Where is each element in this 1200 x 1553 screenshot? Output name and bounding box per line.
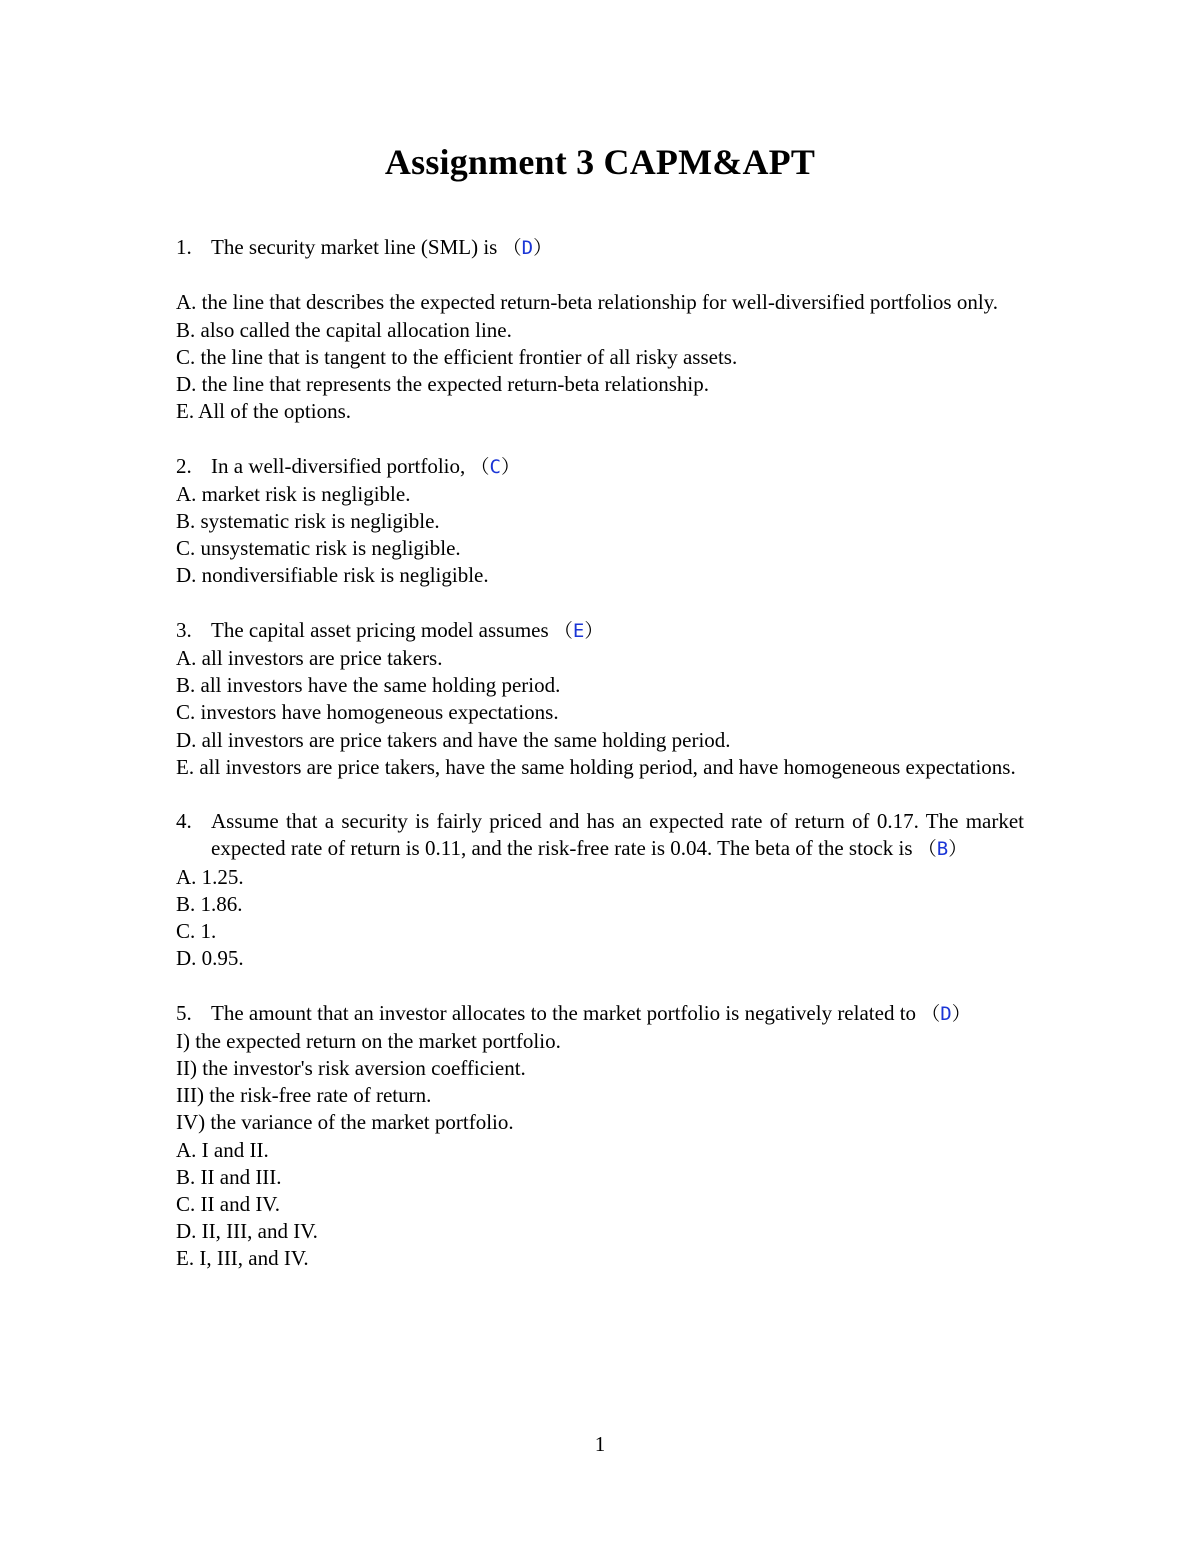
question-text: In a well-diversified portfolio, （C） <box>211 453 520 478</box>
paren-open: （ <box>553 619 573 642</box>
question-5 <box>176 1000 1024 1273</box>
paren-open: （ <box>470 455 490 478</box>
statement-line: III) the risk-free rate of return. <box>176 1083 432 1108</box>
question-stem <box>176 808 1024 863</box>
option-line: E. I, III, and IV. <box>176 1246 309 1271</box>
question-1 <box>176 234 1024 425</box>
question-4 <box>176 808 1024 972</box>
option-line: D. all investors are price takers and have the same holding period. <box>176 727 731 752</box>
option-line: D. II, III, and IV. <box>176 1219 318 1244</box>
paren-close: ） <box>948 838 968 861</box>
paren-close: ） <box>584 619 604 642</box>
question-stem <box>176 234 1024 262</box>
question-number: 5. <box>176 1000 192 1025</box>
option-line: A. 1.25. <box>176 864 244 889</box>
question-stem <box>176 617 1024 645</box>
option-line: C. unsystematic risk is negligible. <box>176 536 461 561</box>
answer-letter: E <box>572 619 585 642</box>
question-number: 3. <box>176 617 192 642</box>
answer-letter: B <box>936 838 949 861</box>
option-line: B. all investors have the same holding period. <box>176 673 561 698</box>
option-line: E. all investors are price takers, have the same holding period, and have homogeneous expectations. <box>176 754 1016 779</box>
statement-line: II) the investor's risk aversion coefficient. <box>176 1056 526 1081</box>
statement-line: IV) the variance of the market portfolio. <box>176 1110 514 1135</box>
question-text: Assume that a security is fairly priced and has an expected rate of return of 0.17. The market expected rate of return is 0.11, and the risk-free rate is 0.04. The beta of the stock is （B） <box>211 809 1024 861</box>
question-number: 1. <box>176 235 192 259</box>
option-line: C. investors have homogeneous expectations. <box>176 700 559 725</box>
question-stem <box>176 453 1024 481</box>
question-stem <box>176 1000 1024 1028</box>
statement-line: I) the expected return on the market portfolio. <box>176 1028 561 1053</box>
answer-letter: D <box>940 1002 952 1025</box>
question-2 <box>176 453 1024 590</box>
option-line: B. 1.86. <box>176 891 243 916</box>
option-line: A. I and II. <box>176 1137 269 1162</box>
option-line: A. the line that describes the expected return-beta relationship for well-diversified portfolios only. <box>176 290 999 315</box>
paren-close: ） <box>533 237 553 259</box>
question-text: The amount that an investor allocates to the market portfolio is negatively related to （D） <box>211 1000 971 1025</box>
question-list <box>176 234 1024 1300</box>
option-line: B. II and III. <box>176 1164 282 1189</box>
option-line: E. All of the options. <box>176 399 351 424</box>
paren-close: ） <box>500 455 520 478</box>
paren-open: （ <box>917 838 937 861</box>
option-line: C. the line that is tangent to the efficient frontier of all risky assets. <box>176 344 738 369</box>
page-title: Assignment 3 CAPM&APT <box>384 142 816 182</box>
option-line: C. 1. <box>176 919 217 944</box>
question-text: The security market line (SML) is （D） <box>211 235 553 259</box>
option-line: C. II and IV. <box>176 1192 281 1217</box>
option-line: A. all investors are price takers. <box>176 646 443 670</box>
option-line: D. nondiversifiable risk is negligible. <box>176 563 489 588</box>
paren-close: ） <box>951 1002 971 1025</box>
question-number: 4. <box>176 809 192 834</box>
option-line: B. also called the capital allocation line. <box>176 317 512 342</box>
option-line: D. 0.95. <box>176 946 244 971</box>
paren-open: （ <box>502 237 522 259</box>
option-line: D. the line that represents the expected return-beta relationship. <box>176 372 709 396</box>
question-number: 2. <box>176 453 192 478</box>
question-3 <box>176 617 1024 781</box>
option-line: A. market risk is negligible. <box>176 481 411 506</box>
answer-letter: C <box>489 455 501 478</box>
page-number: 1 <box>594 1432 606 1456</box>
answer-letter: D <box>521 237 534 259</box>
option-line: B. systematic risk is negligible. <box>176 509 440 533</box>
paren-open: （ <box>921 1002 941 1025</box>
question-text: The capital asset pricing model assumes （E） <box>211 617 604 642</box>
